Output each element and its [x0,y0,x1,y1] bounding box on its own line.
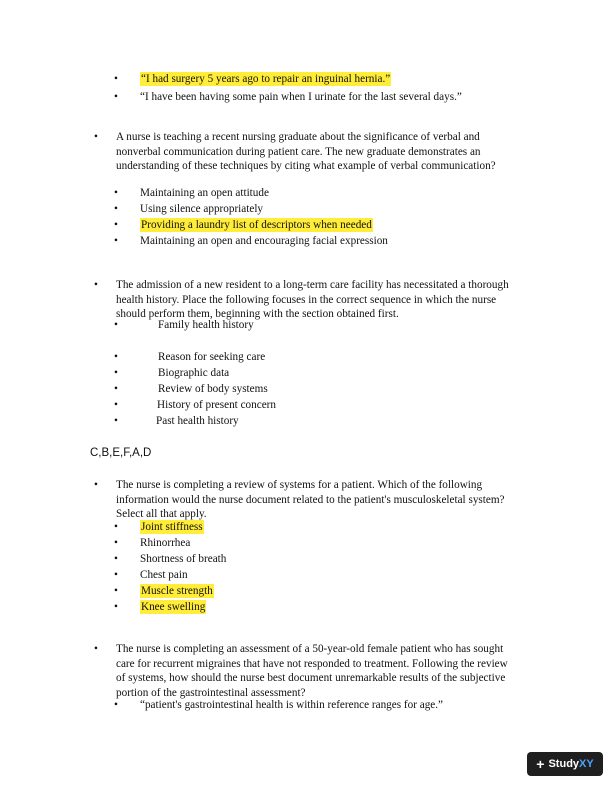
q3-option-5-text: Muscle strength [141,585,213,597]
bullet: • [114,601,118,613]
plus-icon: + [536,756,545,772]
bullet: • [114,415,118,427]
q0-option-2-text: “I have been having some pain when I urinate for the last several days.” [140,91,462,103]
bullet: • [94,279,98,291]
q2-answer: C,B,E,F,A,D [90,447,152,459]
studyxy-badge[interactable] [527,752,603,776]
bullet: • [114,537,118,549]
bullet: • [114,553,118,565]
q2-option-3-text: Biographic data [158,367,230,379]
q0-option-1-text: “I had surgery 5 years ago to repair an inguinal hernia.” [141,73,391,85]
bullet: • [114,399,118,411]
bullet: • [114,91,118,103]
q1-option-3-text: Providing a laundry list of descriptors when needed [141,219,372,231]
bullet: • [114,367,118,379]
q2-question: The admission of a new resident to a long-term care facility has necessitated a thorough health history. Place the following focuses in the correct sequence in which the nurse should perform them, beginning with the section obtained first. [116,279,509,320]
q2-option-4-text: Review of body systems [158,383,268,395]
q2-option-6-text: Past health history [156,415,239,427]
bullet: • [114,187,118,199]
bullet: • [114,569,118,581]
q1-option-1-text: Maintaining an open attitude [140,187,269,199]
bullet: • [114,235,118,247]
bullet: • [94,131,98,143]
q3-option-1-text: Joint stiffness [141,521,203,533]
bullet: • [94,479,98,491]
badge-prefix: Study [548,758,580,770]
q1-option-4-text: Maintaining an open and encouraging facial expression [140,235,388,247]
q2-option-1-text: Family health history [158,319,254,331]
q4-option-1-text: “patient's gastrointestinal health is within reference ranges for age.” [140,699,444,711]
badge-suffix: XY [579,758,594,770]
bullet: • [114,203,118,215]
bullet: • [114,219,118,231]
bullet: • [114,73,118,85]
bullet: • [114,585,118,597]
q2-option-5-text: History of present concern [157,399,276,411]
q1-option-2-text: Using silence appropriately [140,203,264,215]
bullet: • [114,521,118,533]
bullet: • [114,351,118,363]
bullet: • [114,319,118,331]
bullet: • [114,699,118,711]
q3-option-6-text: Knee swelling [141,601,206,613]
q3-option-4-text: Chest pain [140,569,188,581]
q3-option-2-text: Rhinorrhea [140,537,191,549]
q4-question: The nurse is completing an assessment of a 50-year-old female patient who has sought care for recurrent migraines that have not responded to treatment. Following the review of systems, how should the nurse best document unremarkable results of the subjective portion of the gastrointestinal assessment? [116,643,508,699]
q3-question: The nurse is completing a review of systems for a patient. Which of the following information would the nurse document related to the patient's musculoskeletal system? Select all that apply. [116,479,505,520]
bullet: • [114,383,118,395]
q3-option-3-text: Shortness of breath [140,553,227,565]
bullet: • [94,643,98,655]
q2-option-2-text: Reason for seeking care [158,351,266,363]
q1-question: A nurse is teaching a recent nursing graduate about the significance of verbal and nonverbal communication during patient care. The new graduate demonstrates an understanding of these techniques by citing what example of verbal communication? [116,131,496,172]
